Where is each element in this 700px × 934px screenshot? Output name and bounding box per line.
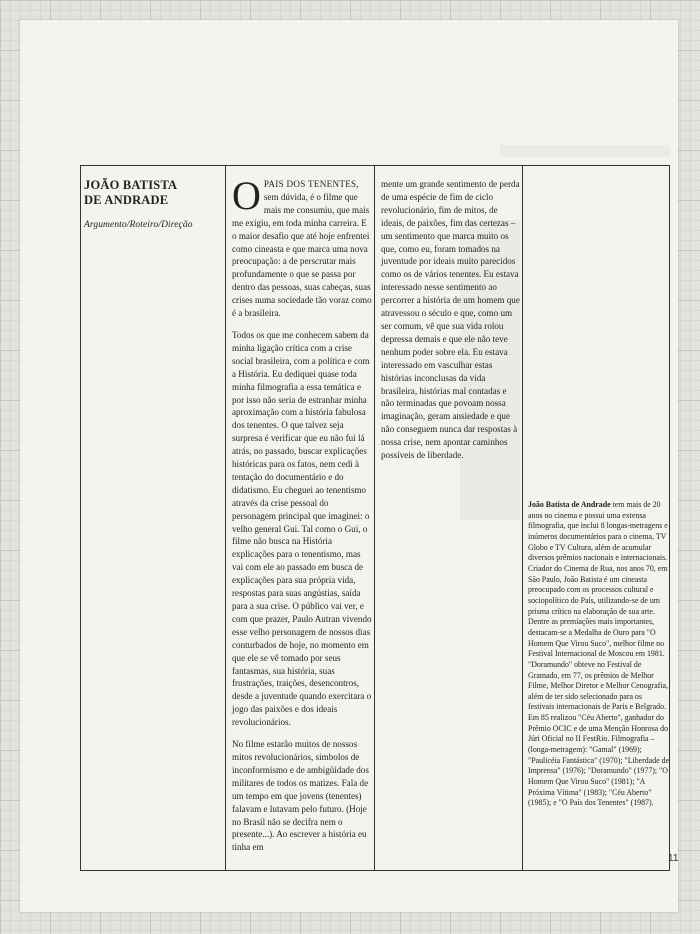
bio-name: João Batista de Andrade [528,500,611,509]
text-column-2 [375,166,523,870]
article-frame [80,165,670,871]
author-name-line2: DE ANDRADE [84,193,169,207]
bio-column [523,166,671,870]
paper-sheet [20,20,678,912]
author-role: Argumento/Roteiro/Direção [84,220,193,230]
paragraph-4: mente um grande sentimento de perda de uma espécie de fim de ciclo revolucionário, fim de mitos, de ideais, de paixões, fim das certezas – um sentimento que marca muito os que, como eu, foram tomados na juventude por ideais muito parecidos como os de vários tenentes. Eu estava interessado nesse sentimento ao percorrer a história de um homem que atravessou o século e que, como um ser comum, vê que sua vida rolou depressa demais e que ele não teve nenhum poder sobre ela. Eu estava interessado em vasculhar estas histórias inconclusas da vida brasileira, histórias mal contadas e não terminadas que povoam nossa imaginação, geram ansiedade e que não conseguem nunca dar respostas à nossa crise, nem apontar caminhos possíveis de liberdade. [381,179,520,461]
show-through-text [500,145,670,157]
paragraph-2: Todos os que me conhecem sabem da minha ligação crítica com a crise social brasileira, com a política e com a História. Eu dediquei quase toda minha filmografia a essa temática e por isso não seria de estranhar minha aproximação com a história fabulosa dos tenentes. O que talvez seja surpresa é verificar que eu não fui lá atrás, no passado, buscar explicações históricas para os fatos, nem cedi à tentação do documentário e do didatismo. Eu cheguei ao tenentismo através da crise pessoal do personagem principal que imaginei: o velho general Gui. Tal como o Gui, o filme não busca na História explicações para o tenentismo, mas vai com ele ao passado em busca de explicações para sua própria vida, respostas para suas angústias, saída para a sua crise. O público vai ver, e com que prazer, Paulo Autran vivendo esse velho personagem de nossos dias conturbados de hoje, no momento em que ele se vê tomado por seus fantasmas, sua história, suas frustrações, traições, desencontros, desde a juventude quando exercitara o jogo das paixões e dos ideais revolucionários. [232,329,372,728]
author-name-line1: JOÃO BATISTA [84,178,178,192]
lead-in: PAIS DOS TENENTES, [263,179,359,189]
page-number: 11 [668,853,679,864]
author-name [84,178,221,208]
author-column [81,166,226,870]
bio-text: tem mais de 20 anos no cinema e possui uma extensa filmografia, que inclui 8 longas-metragens e inúmeros documentários para o cinema, TV Globo e TV Cultura, além de acumular diversos prêmios nacionais e internacionais. Criador do Cinema de Rua, nos anos 70, em São Paulo, João Batista é um cineasta preocupado com os processos cultural e sociopolítico do País, utilizando-se de um prisma crítico na elaboração de sua arte. Dentre as premiações mais importantes, destacam-se a Medalha de Ouro para "O Homem Que Virou Suco", melhor filme no Festival Internacional de Moscou em 1981. "Doramundo" obteve no Festival de Gramado, em 77, os prêmios de Melhor Filme, Melhor Diretor e Melhor Cenografia, além de ter sido selecionado para os festivais internacionais de Paris e Belgrado. Em 85 realizou "Céu Aberto", ganhador do Prêmio OCIC e de uma Menção Honrosa do Júri Oficial no II FestRio. Filmografia – (longa-metragem): "Gamal" (1969); "Paulicéia Fantástica" (1970); "Liberdade de Imprensa" (1976); "Doramundo" (1977); "O Homem Que Virou Suco" (1981); "A Próxima Vítima" (1983); "Céu Aberto" (1985); e "O País dos Tenentes" (1987). [528,500,670,808]
text-column-1 [226,166,375,870]
paragraph-1-text: sem dúvida, é o filme que mais me consumiu, que mais me exigiu, em toda minha carreira. E o maior desafio que até hoje enfrentei como cineasta e que marca uma nova preocupação: a de perscrutar mais profundamente o que se passa por dentro das pessoas, suas cabeças, suas crises numa sociedade tão voraz como é a brasileira. [232,191,372,319]
director-bio [528,500,670,809]
paragraph-1 [232,173,372,320]
drop-cap: O [232,173,261,218]
paragraph-3: No filme estarão muitos de nossos mitos revolucionários, símbolos de inconformismo e de ambigüidade dos militares de todos os matizes. Fala de um tempo em que jovens (tenentes) falavam e lutavam pelo futuro. (Hoje no Brasil não se decifra nem o presente...). Ao escrever a história eu tinha em [232,739,369,853]
